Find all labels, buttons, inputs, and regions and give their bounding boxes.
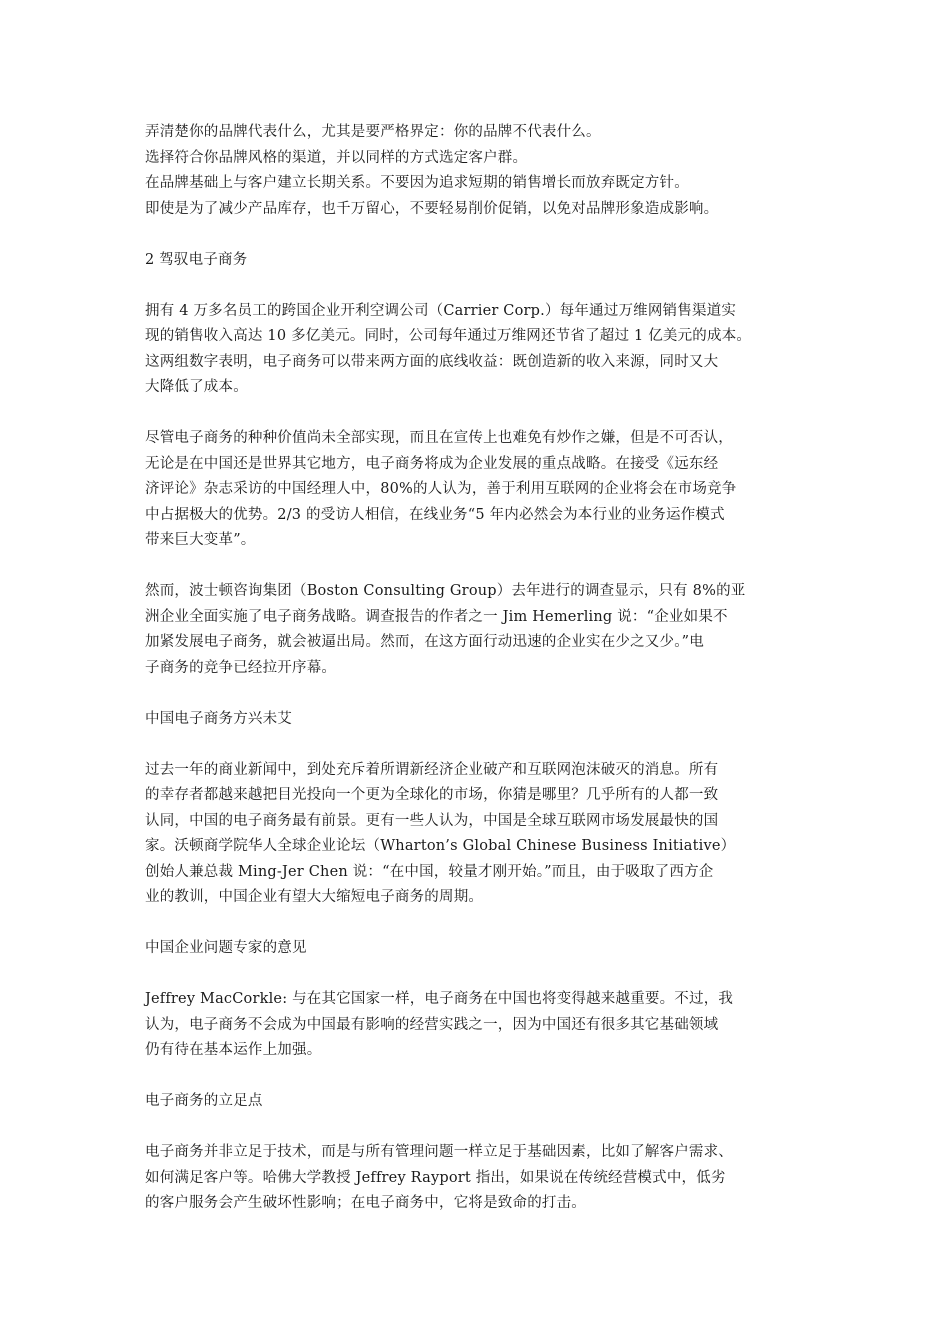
paragraph-line: 加紧发展电子商务，就会被逼出局。然而，在这方面行动迅速的企业实在少之又少。”电 bbox=[145, 634, 704, 650]
intro-line: 弄清楚你的品牌代表什么，尤其是要严格界定：你的品牌不代表什么。 bbox=[145, 124, 601, 140]
paragraph-strategy bbox=[145, 426, 815, 554]
paragraph-line: 家。沃顿商学院华人全球企业论坛（Wharton’s Global Chinese Business Initiative） bbox=[145, 838, 736, 854]
paragraph-line: 电子商务并非立足于技术，而是与所有管理问题一样立足于基础因素，比如了解客户需求、 bbox=[145, 1144, 733, 1160]
paragraph-line: 带来巨大变革”。 bbox=[145, 532, 256, 548]
intro-line: 在品牌基础上与客户建立长期关系。不要因为追求短期的销售增长而放弃既定方针。 bbox=[145, 175, 689, 191]
section-heading-ecommerce: 2 驾驭电子商务 bbox=[145, 251, 248, 268]
subheading-foundation: 电子商务的立足点 bbox=[145, 1093, 263, 1109]
document-page bbox=[145, 120, 815, 1217]
paragraph-line: 业的教训，中国企业有望大大缩短电子商务的周期。 bbox=[145, 889, 484, 905]
paragraph-line: 过去一年的商业新闻中，到处充斥着所谓新经济企业破产和互联网泡沫破灭的消息。所有 bbox=[145, 761, 719, 778]
paragraph-rayport bbox=[145, 1140, 815, 1217]
paragraph-line: 仍有待在基本运作上加强。 bbox=[145, 1042, 322, 1058]
paragraph-line: 认同，中国的电子商务最有前景。更有一些人认为，中国是全球互联网市场发展最快的国 bbox=[145, 812, 719, 829]
subheading-experts: 中国企业问题专家的意见 bbox=[145, 940, 307, 956]
paragraph-line: 的客户服务会产生破坏性影响；在电子商务中，它将是致命的打击。 bbox=[145, 1195, 586, 1211]
paragraph-line: 认为，电子商务不会成为中国最有影响的经营实践之一，因为中国还有很多其它基础领域 bbox=[145, 1016, 719, 1033]
intro-line: 选择符合你品牌风格的渠道，并以同样的方式选定客户群。 bbox=[145, 149, 528, 166]
paragraph-line: 如何满足客户等。哈佛大学教授 Jeffrey Rayport 指出，如果说在传统经营模式中，低劣 bbox=[145, 1169, 726, 1186]
paragraph-carrier bbox=[145, 299, 815, 401]
intro-line: 即使是为了减少产品库存，也千万留心，不要轻易削价促销，以免对品牌形象造成影响。 bbox=[145, 200, 719, 217]
paragraph-line: 中占据极大的优势。2/3 的受访人相信，在线业务“5 年内必然会为本行业的业务运作模式 bbox=[145, 506, 725, 523]
paragraph-bcg bbox=[145, 579, 815, 681]
paragraph-maccorkle bbox=[145, 987, 815, 1064]
paragraph-line: 子商务的竞争已经拉开序幕。 bbox=[145, 659, 337, 676]
paragraph-line: 拥有 4 万多名员工的跨国企业开利空调公司（Carrier Corp.）每年通过万维网销售渠道实 bbox=[145, 302, 737, 319]
intro-list bbox=[145, 120, 815, 222]
paragraph-line: 创始人兼总裁 Ming-Jer Chen 说：“在中国，较量才刚开始。”而且，由于吸取了西方企 bbox=[145, 863, 714, 880]
paragraph-line: 无论是在中国还是世界其它地方，电子商务将成为企业发展的重点战略。在接受《远东经 bbox=[145, 455, 719, 472]
paragraph-line: 然而，波士顿咨询集团（Boston Consulting Group）去年进行的调查显示，只有 8%的亚 bbox=[145, 583, 746, 599]
paragraph-line: Jeffrey MacCorkle: 与在其它国家一样，电子商务在中国也将变得越来越重要。不过，我 bbox=[145, 991, 734, 1007]
paragraph-line: 尽管电子商务的种种价值尚未全部实现，而且在宣传上也难免有炒作之嫌，但是不可否认， bbox=[145, 430, 733, 446]
paragraph-line: 洲企业全面实施了电子商务战略。调查报告的作者之一 Jim Hemerling 说：“企业如果不 bbox=[145, 608, 728, 625]
paragraph-line: 济评论》杂志采访的中国经理人中，80%的人认为，善于利用互联网的企业将会在市场竞争 bbox=[145, 481, 737, 497]
paragraph-line: 这两组数字表明，电子商务可以带来两方面的底线收益：既创造新的收入来源，同时又大 bbox=[145, 353, 719, 370]
subheading-china-ecommerce: 中国电子商务方兴未艾 bbox=[145, 710, 292, 727]
paragraph-line: 现的销售收入高达 10 多亿美元。同时，公司每年通过万维网还节省了超过 1 亿美元的成本。 bbox=[145, 328, 752, 344]
paragraph-line: 大降低了成本。 bbox=[145, 379, 248, 395]
paragraph-news bbox=[145, 758, 815, 911]
paragraph-line: 的幸存者都越来越把目光投向一个更为全球化的市场，你猜是哪里？几乎所有的人都一致 bbox=[145, 787, 719, 803]
